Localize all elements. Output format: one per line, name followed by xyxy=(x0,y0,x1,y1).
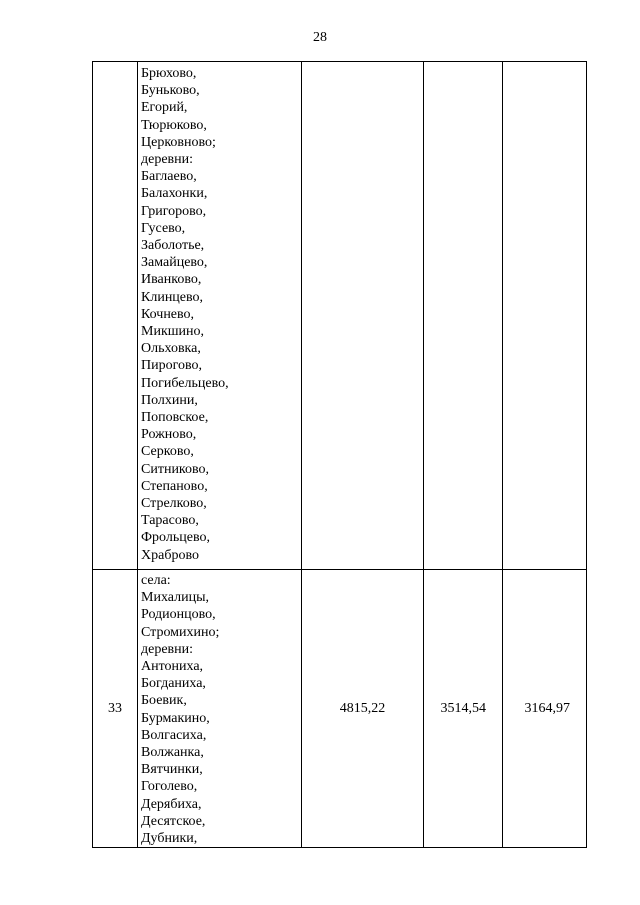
settlement-name: Григорово, xyxy=(141,203,207,219)
settlement-name: Богданиха, xyxy=(141,676,206,692)
settlement-name: Пирогово, xyxy=(141,358,203,374)
settlement-name: Клинцево, xyxy=(141,289,204,305)
table-row xyxy=(93,570,587,848)
settlements-table xyxy=(92,61,587,848)
settlement-name: Буньково, xyxy=(141,83,200,99)
settlement-name: Боевик, xyxy=(141,693,187,709)
settlement-name: Серково, xyxy=(141,444,194,460)
value-2-cell: 3514,54 xyxy=(424,570,503,848)
settlement-name: Гоголево, xyxy=(141,779,198,795)
settlement-name: Иванково, xyxy=(141,272,202,288)
settlement-name: Тюрюково, xyxy=(141,117,207,133)
settlement-name: Родионцово, xyxy=(141,607,216,623)
settlement-name: Дубники, xyxy=(141,831,198,847)
settlement-name: Погибельцево, xyxy=(141,375,229,391)
settlement-name: Ольховка, xyxy=(141,341,201,357)
settlement-name: Балахонки, xyxy=(141,186,208,202)
settlement-name: Волжанка, xyxy=(141,745,204,761)
settlement-name: Кочнево, xyxy=(141,306,195,322)
settlement-name: Михалицы, xyxy=(141,590,209,606)
settlement-name: Егорий, xyxy=(141,100,188,116)
settlement-name: Храброво xyxy=(141,547,199,563)
value-3-cell: 3164,97 xyxy=(503,570,587,848)
settlement-name: Антониха, xyxy=(141,659,204,675)
settlement-name: Замайцево, xyxy=(141,255,208,271)
settlement-names-cell xyxy=(138,62,302,570)
settlement-name: Бурмакино, xyxy=(141,710,210,726)
settlement-name: Микшино, xyxy=(141,324,205,340)
settlement-name: Поповское, xyxy=(141,410,209,426)
settlement-name: Степаново, xyxy=(141,478,208,494)
settlement-name: села: xyxy=(141,573,171,588)
value-1-cell xyxy=(302,62,424,570)
settlement-name: Ситниково, xyxy=(141,461,210,477)
settlement-name: Заболотье, xyxy=(141,238,205,254)
settlement-name: деревни: xyxy=(141,152,194,168)
settlement-name: Стрелково, xyxy=(141,496,207,512)
settlement-name: Церковново; xyxy=(141,134,216,150)
settlement-names-cell xyxy=(138,570,302,848)
value-3-cell xyxy=(503,62,587,570)
settlement-name: Рожново, xyxy=(141,427,197,443)
settlement-name: Брюхово, xyxy=(141,66,197,81)
page-number: 28 xyxy=(313,30,327,45)
settlement-name: Десятское, xyxy=(141,813,206,829)
value-1-cell: 4815,22 xyxy=(302,570,424,848)
settlement-name: Волгасиха, xyxy=(141,727,207,743)
settlement-name: Вятчинки, xyxy=(141,762,203,778)
settlement-name: Стромихино; xyxy=(141,624,220,640)
table-row xyxy=(93,62,587,570)
settlement-name: Дерябиха, xyxy=(141,796,202,812)
row-index-cell: 33 xyxy=(93,570,138,848)
settlement-name: Гусево, xyxy=(141,220,186,236)
settlement-name: Фрольцево, xyxy=(141,530,210,546)
settlement-name: деревни: xyxy=(141,641,194,657)
value-2-cell xyxy=(424,62,503,570)
settlement-name: Полхини, xyxy=(141,392,198,408)
row-index-cell xyxy=(93,62,138,570)
settlement-name: Тарасово, xyxy=(141,513,199,529)
settlement-name: Баглаево, xyxy=(141,169,197,185)
